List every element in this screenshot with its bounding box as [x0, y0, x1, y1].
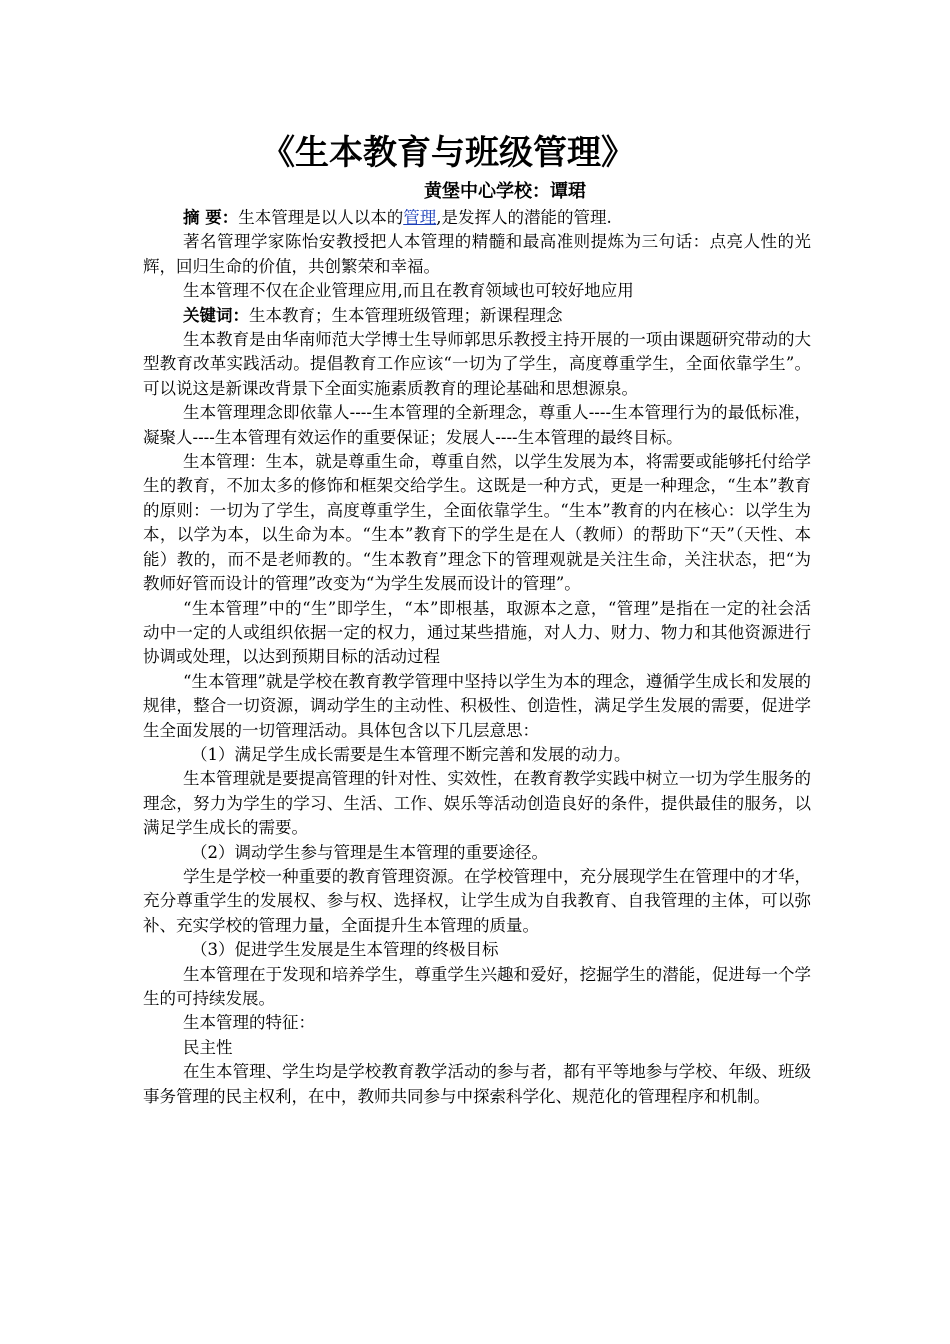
paragraph-9: 学生是学校一种重要的教育管理资源。在学校管理中，充分展现学生在管理中的才华，充分尊重学生的发展权、参与权、选择权，让学生成为自我教育、自我管理的主体，可以弥补、充实学校的管理力量，全面提升生本管理的质量。 [143, 866, 811, 935]
point-1-heading: （1）满足学生成长需要是生本管理不断完善和发展的动力。 [191, 744, 631, 764]
abstract-paragraph [143, 206, 811, 230]
paragraph-5: 生本管理：生本，就是尊重生命，尊重自然，以学生发展为本，将需要或能够托付给学生的教育，不加太多的修饰和框架交给学生。这既是一种方式，更是一种理念，“生本”教育的原则：一切为了学生，高度尊重学生，全面依靠学生。“生本”教育的内在核心：以学生为本，以学为本，以生命为本。“生本”教育下的学生是在人（教师）的帮助下“天”（天性、本能）教的，而不是老师教的。“生本教育”理念下的管理观就是关注生命，关注状态，把“为教师好管而设计的管理”改变为“为学生发展而设计的管理”。 [143, 452, 811, 594]
paragraph-13: 在生本管理、学生均是学校教育教学活动的参与者，都有平等地参与学校、年级、班级事务管理的民主权利，在中，教师共同参与中探索科学化、规范化的管理程序和机制。 [143, 1062, 811, 1106]
keywords-label: 关键词： [183, 305, 249, 325]
paragraph-10: 生本管理在于发现和培养学生，尊重学生兴趣和爱好，挖掘学生的潜能，促进每一个学生的可持续发展。 [143, 964, 811, 1008]
keywords-text: 生本教育；生本管理班级管理；新课程理念 [249, 305, 563, 325]
paragraph-12: 民主性 [183, 1037, 233, 1057]
point-2-heading: （2）调动学生参与管理是生本管理的重要途径。 [191, 842, 548, 862]
paragraph-8: 生本管理就是要提高管理的针对性、实效性，在教育教学实践中树立一切为学生服务的理念，努力为学生的学习、生活、工作、娱乐等活动创造良好的条件，提供最佳的服务，以满足学生成长的需要。 [143, 769, 811, 838]
management-link[interactable]: 管理 [403, 208, 437, 227]
paragraph-6: “生本管理”中的“生”即学生，“本”即根基，取源本之意，“管理”是指在一定的社会活动中一定的人或组织依据一定的权力，通过某些措施，对人力、财力、物力和其他资源进行协调或处理，以达到预期目标的活动过程 [143, 598, 811, 667]
author-line: 黄堡中心学校：谭珺 [424, 181, 586, 202]
paragraph-3: 生本教育是由华南师范大学博士生导师郭思乐教授主持开展的一项由课题研究带动的大型教育改革实践活动。提倡教育工作应该“一切为了学生，高度尊重学生，全面依靠学生”。可以说这是新课改背景下全面实施素质教育的理论基础和思想源泉。 [143, 330, 811, 398]
paragraph-11: 生本管理的特征： [183, 1013, 315, 1033]
abstract-label: 摘 要： [183, 208, 239, 227]
point-3-heading: （3）促进学生发展是生本管理的终极目标 [191, 940, 499, 960]
paragraph-1: 著名管理学家陈怡安教授把人本管理的精髓和最高准则提炼为三句话：点亮人性的光辉，回归生命的价值，共创繁荣和幸福。 [143, 232, 811, 276]
paragraph-7: “生本管理”就是学校在教育教学管理中坚持以学生为本的理念，遵循学生成长和发展的规律，整合一切资源，调动学生的主动性、积极性、创造性，满足学生发展的需要，促进学生全面发展的一切管理活动。具体包含以下几层意思： [143, 671, 811, 740]
paragraph-4: 生本管理理念即依靠人----生本管理的全新理念，尊重人----生本管理行为的最低标准，凝聚人----生本管理有效运作的重要保证；发展人----生本管理的最终目标。 [143, 403, 811, 447]
abstract-text-before: 生本管理是以人以本的 [238, 208, 404, 227]
keywords-paragraph [143, 304, 811, 328]
document-page [143, 120, 811, 1109]
abstract-text-after: ,是发挥人的潜能的管理. [436, 208, 612, 227]
paragraph-2: 生本管理不仅在企业管理应用,而且在教育领域也可较好地应用 [183, 281, 634, 301]
document-title: 《生本教育与班级管理》 [261, 133, 635, 173]
